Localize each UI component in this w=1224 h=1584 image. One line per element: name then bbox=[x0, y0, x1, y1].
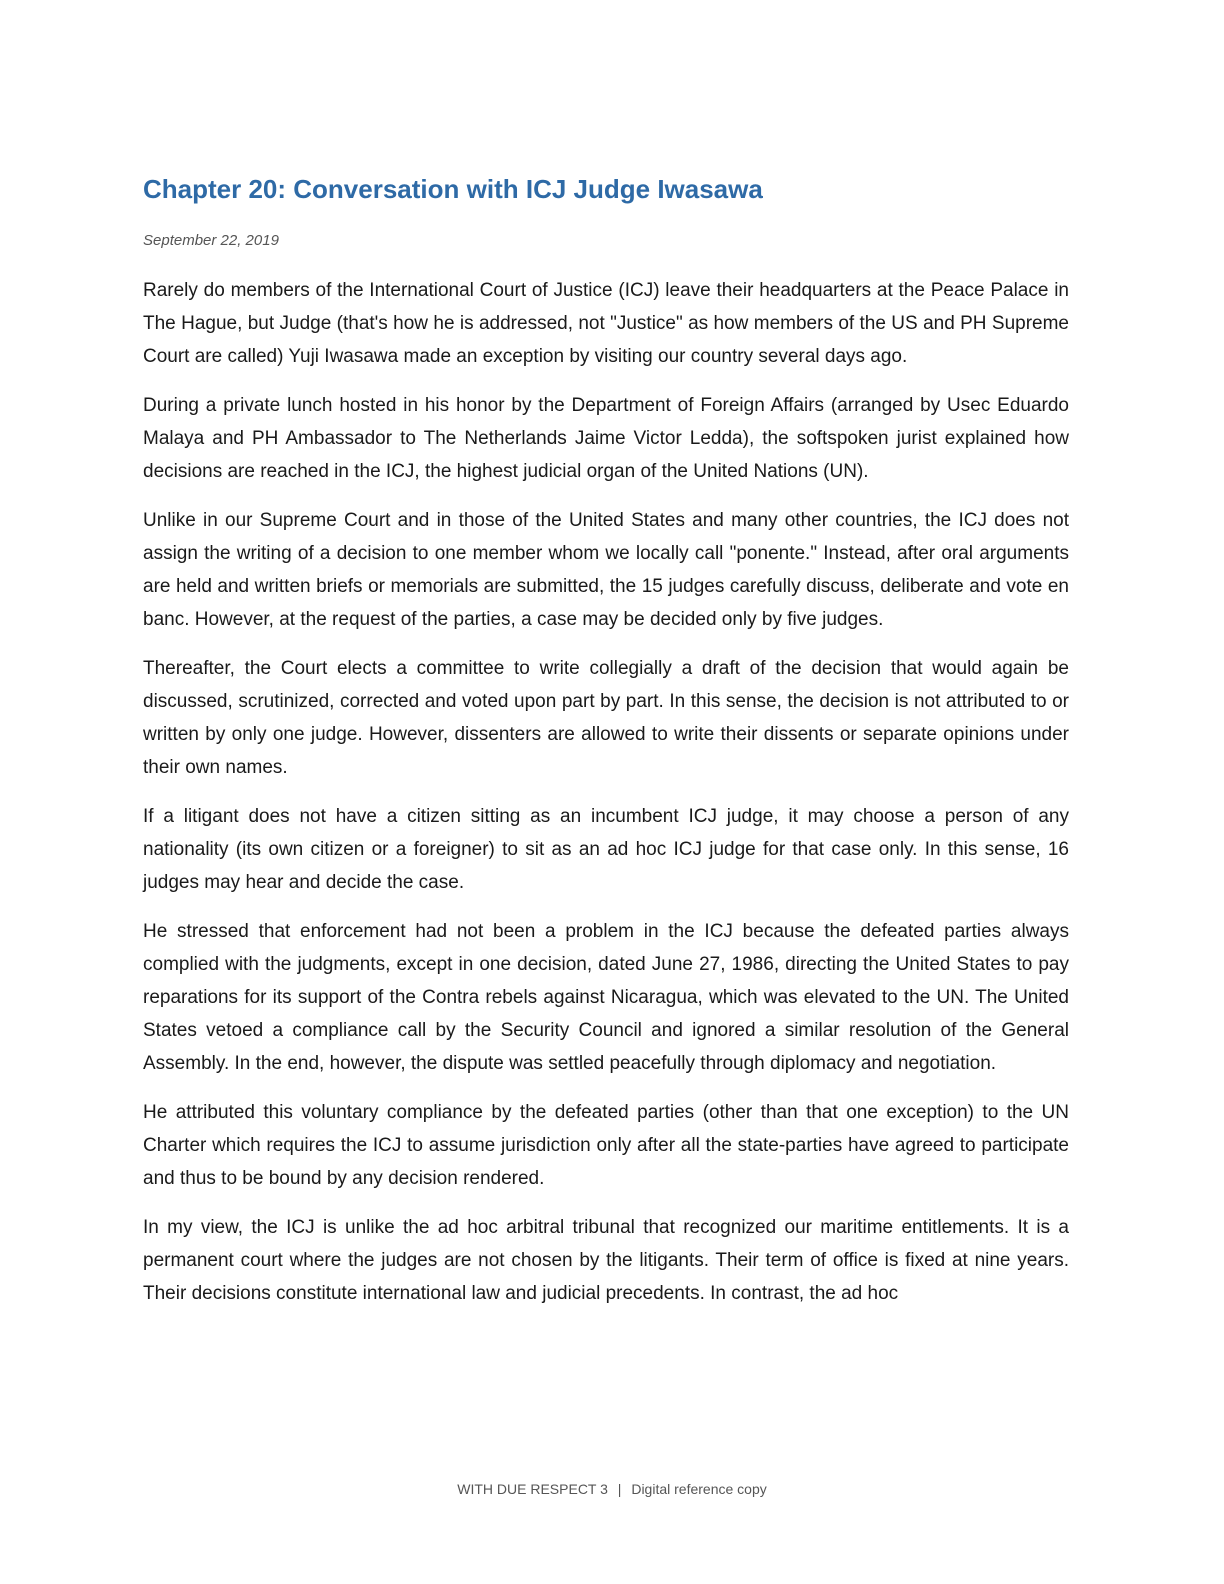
article-body bbox=[143, 274, 1069, 1310]
footer-separator: | bbox=[617, 1481, 622, 1497]
post-date: September 22, 2019 bbox=[143, 232, 279, 249]
paragraph: Unlike in our Supreme Court and in those of the United States and many other countries, the ICJ does not assign the writing of a decision to one member whom we locally call "ponente." Instead, after oral arguments are held and written briefs or memorials are submitted, the 15 judges carefully discuss, deliberate and vote en banc. However, at the request of the parties, a case may be decided only by five judges. bbox=[143, 510, 1069, 630]
document-page bbox=[143, 168, 1069, 1326]
paragraph: Rarely do members of the International Court of Justice (ICJ) leave their headquarters at the Peace Palace in The Hague, but Judge (that's how he is addressed, not "Justice" as how members of the US and PH Supreme Court are called) Yuji Iwasawa made an exception by visiting our country several days ago. bbox=[143, 280, 1069, 367]
paragraph: During a private lunch hosted in his honor by the Department of Foreign Affairs (arranged by Usec Eduardo Malaya and PH Ambassador to The Netherlands Jaime Victor Ledda), the softspoken jurist explained how decisions are reached in the ICJ, the highest judicial organ of the United Nations (UN). bbox=[143, 395, 1069, 482]
paragraph: He stressed that enforcement had not been a problem in the ICJ because the defeated parties always complied with the judgments, except in one decision, dated June 27, 1986, directing the United States to pay reparations for its support of the Contra rebels against Nicaragua, which was elevated to the UN. The United States vetoed a compliance call by the Security Council and ignored a similar resolution of the General Assembly. In the end, however, the dispute was settled peacefully through diplomacy and negotiation. bbox=[143, 921, 1069, 1074]
paragraph-continued: In my view, the ICJ is unlike the ad hoc arbitral tribunal that recognized our maritime entitlements. It is a permanent court where the judges are not chosen by the litigants. Their term of office is fixed at nine years. Their decisions constitute international law and judicial precedents. In contrast, the ad hoc bbox=[143, 1217, 1069, 1304]
paragraph: If a litigant does not have a citizen sitting as an incumbent ICJ judge, it may choose a person of any nationality (its own citizen or a foreigner) to sit as an ad hoc ICJ judge for that case only. In this sense, 16 judges may hear and decide the case. bbox=[143, 806, 1069, 893]
page-footer bbox=[0, 1479, 1224, 1499]
chapter-title: Chapter 20: Conversation with ICJ Judge Iwasawa bbox=[143, 174, 763, 204]
footer-note: Digital reference copy bbox=[631, 1481, 767, 1497]
footer-book-title: WITH DUE RESPECT 3 bbox=[457, 1481, 608, 1497]
paragraph: Thereafter, the Court elects a committee to write collegially a draft of the decision that would again be discussed, scrutinized, corrected and voted upon part by part. In this sense, the decision is not attributed to or written by only one judge. However, dissenters are allowed to write their dissents or separate opinions under their own names. bbox=[143, 658, 1069, 778]
paragraph: He attributed this voluntary compliance by the defeated parties (other than that one exception) to the UN Charter which requires the ICJ to assume jurisdiction only after all the state-parties have agreed to participate and thus to be bound by any decision rendered. bbox=[143, 1102, 1069, 1189]
